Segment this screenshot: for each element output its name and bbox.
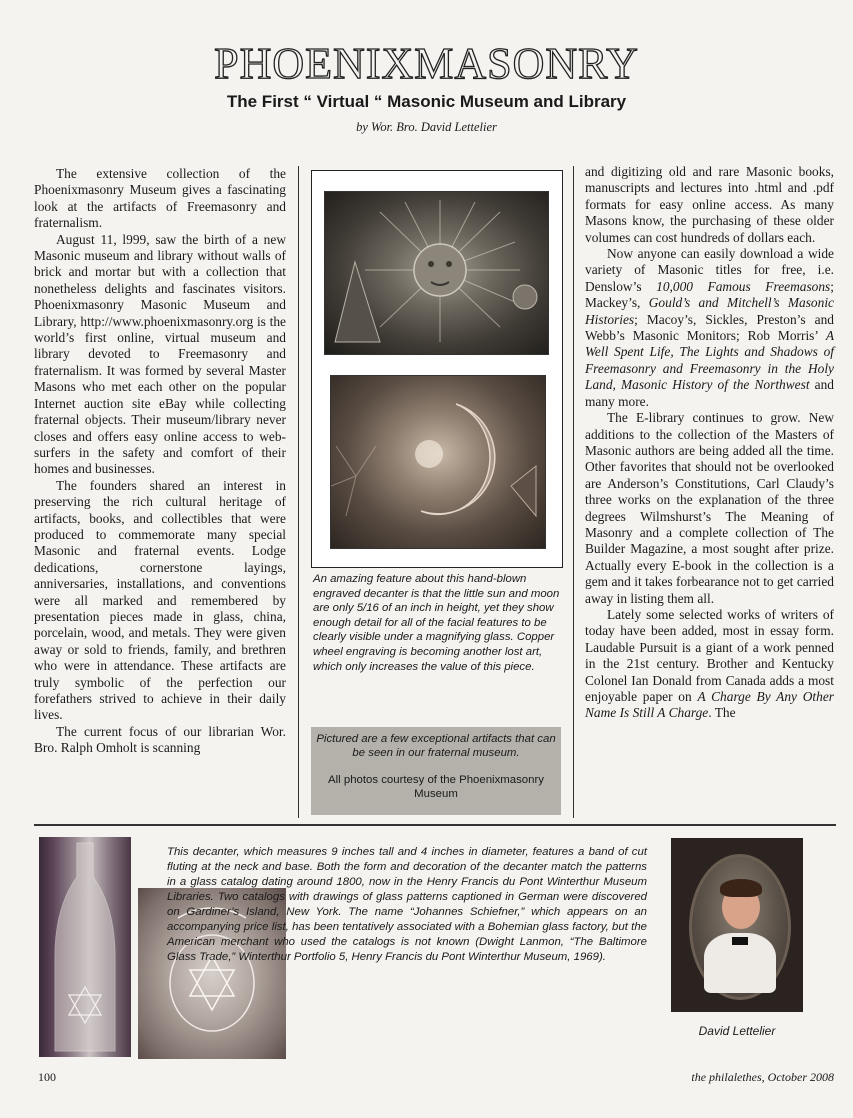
sun-engraving-icon [325, 192, 548, 354]
portrait-label: David Lettelier [698, 1024, 776, 1038]
paragraph: August 11, l999, saw the birth of a new Masonic museum and library without walls of brick and mortar but with a collection that nonetheless delights and fascinates visitors. Phoenixmasonry Masonic Museum and Library, http://www.phoenixmasonry.org is the world’s first online, virtual museum and library devoted to Freemasonry and fraternalism. It was formed by several Master Masons who met each other on the popular Internet auction site eBay while collecting fraternal objects. Their museum/library never closes and offers easy online access to web-surfers in the safety and comfort of their homes and businesses. [34, 231, 286, 477]
article-column-1 [34, 166, 286, 757]
portrait-bowtie [732, 937, 748, 945]
column-divider [573, 166, 574, 818]
publication-footer: the philalethes, October 2008 [691, 1070, 834, 1084]
portrait-oval-frame [689, 854, 791, 1000]
engraved-moon-photo [330, 375, 546, 549]
column-divider [298, 166, 299, 818]
byline: by Wor. Bro. David Lettelier [356, 120, 497, 134]
decanter-photo [39, 837, 131, 1057]
paragraph: The founders shared an interest in preserving the rich cultural heritage of artifacts, books, and collectibles that were produced to commemorate many special Masonic and fraternal events. Lodge dedications, cornerstone layings, anniversaries, installations, and conventions were all marked and remembered by presentation pieces made in glass, china, porcelain, wood, and metals. They were given away or sold to friends, family, and brethren who were in attendance. These artifacts are truly symbolic of the perfection our forefathers strived to achieve in their daily lives. [34, 477, 286, 723]
page-number: 100 [38, 1070, 56, 1084]
paragraph: Now anyone can easily download a wide variety of Masonic titles for free, i.e. Denslow’s 10,000 Famous Freemasons; Mackey’s, Gould’s and Mitchell’s Masonic Histories; Macoy’s, Sickles, Preston’s and Webb’s Masonic Monitors; Rob Morris’ A Well Spent Life, The Lights and Shadows of Freemasonry and Freemasonry in the Holy Land, Masonic History of the Northwest and many more. [585, 246, 834, 409]
portrait-hair [720, 879, 762, 897]
decanter-icon [39, 837, 131, 1057]
paragraph: and digitizing old and rare Masonic books, manuscripts and lectures into .html and .pdf formats for easy online access. As many Masons know, the purchasing of these older volumes can cost hundreds of dollars each. [585, 164, 834, 245]
artifact-photo-frame [311, 170, 563, 568]
photo-credit: All photos courtesy of the Phoenixmasonry Museum [328, 774, 544, 800]
decanter-caption: This decanter, which measures 9 inches tall and 4 inches in diameter, features a band of cut fluting at the neck and base. Both the form and decoration of the decanter match the patterns in a glass catalog dating around 1800, now in the Henry Francis du Pont Winterthur Museum Libraries. Two catalogs with drawings of glass patterns captioned in German were discovered on Gardiner’s Island, New York. The name “Johannes Schiefner,” which appears on an accompanying price list, has been tentatively associated with a Bohemian glass factory, but the American merchant who used the catalogs is not known (Dwight Lanmon, “The Baltimore Glass Trade,” Winterthur Portfolio 5, Henry Francis du Pont Winterthur Museum, 1969). [167, 846, 647, 963]
section-divider [34, 824, 836, 826]
author-portrait [671, 838, 803, 1012]
photo-caption: An amazing feature about this hand-blown engraved decanter is that the little sun and moon are only 5/16 of an inch in height, yet they show enough detail for all of the facial features to be clearly visible under a magnifying glass. Copper wheel engraving is becoming another lost art, which only increases the value of this piece. [313, 573, 560, 673]
sidebar-note-box [311, 727, 561, 815]
paragraph: The extensive collection of the Phoenixmasonry Museum gives a fascinating look at the artifacts of Freemasonry and fraternalism. [34, 166, 286, 231]
moon-engraving-icon [331, 376, 545, 548]
paragraph: The current focus of our librarian Wor. Bro. Ralph Omholt is scanning [34, 723, 286, 756]
engraved-sun-photo [324, 191, 549, 355]
paragraph: The E-library continues to grow. New additions to the collection of the Masters of Masonic authors are being added all the time. Other favorites that should not be overlooked are Anderson’s Constitutions, Carl Claudy’s three works on the explanation of the three degrees Wilmshurst’s The Meaning of Masonry and a complete collection of The Builder Magazine, a most sought after prize. Actually every E-book in the collection is a gem and it takes forbearance not to get carried away in listing them all. [585, 410, 834, 606]
paragraph: Lately some selected works of writers of today have been added, most in essay form. Laudable Pursuit is a giant of a work penned in the 21st century. Brother and Kentucky Colonel Ian Donald from Canada adds a most enjoyable paper on A Charge By Any Other Name Is Still A Charge. The [585, 606, 834, 721]
note-italic: Pictured are a few exceptional artifacts that can be seen in our fraternal museum. [316, 733, 556, 759]
article-subtitle: The First “ Virtual “ Masonic Museum and Library [226, 92, 627, 111]
masthead-title: PHOENIXMASONRY [214, 39, 639, 88]
article-column-3 [585, 164, 834, 722]
